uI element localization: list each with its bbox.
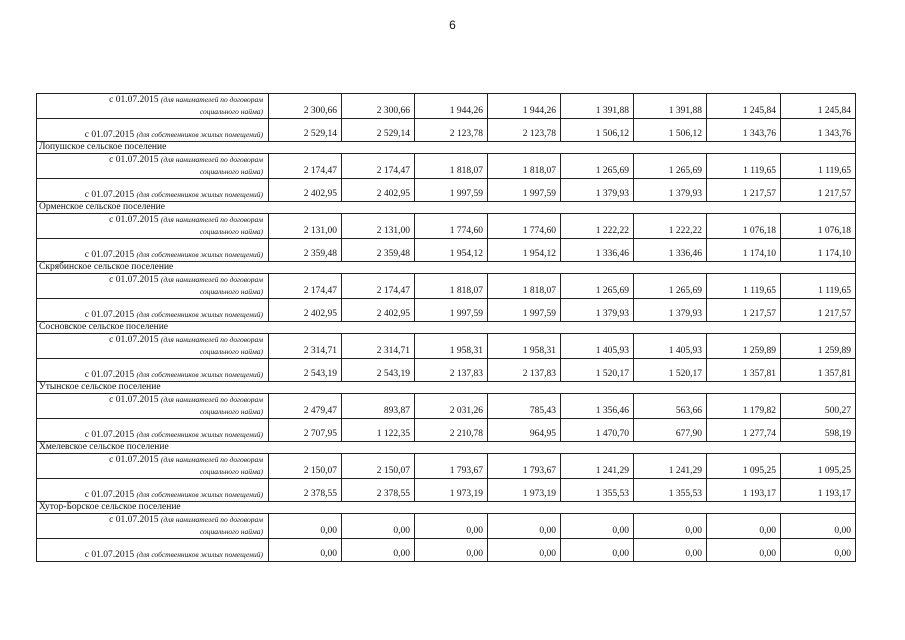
settlement-header-row (37, 262, 856, 274)
tariff-cell: 964,95 (488, 419, 561, 442)
row-label-tenants (37, 334, 269, 359)
date-text: с 01.07.2015 (109, 155, 159, 165)
tariff-cell: 1 265,69 (634, 274, 707, 299)
date-text: с 01.07.2015 (84, 310, 135, 320)
tariff-cell: 2 123,78 (488, 119, 561, 142)
tariff-cell: 1 259,89 (781, 334, 856, 359)
owners-row (37, 359, 856, 382)
tariff-cell: 1 774,60 (488, 214, 561, 239)
settlement-header-row (37, 382, 856, 394)
tariff-cell: 1 520,17 (634, 359, 707, 382)
table-body (37, 94, 856, 562)
tenants-row (37, 394, 856, 419)
tariff-cell: 598,19 (781, 419, 856, 442)
tariff-cell: 1 818,07 (488, 154, 561, 179)
tariff-cell: 1 119,65 (781, 274, 856, 299)
tariff-cell: 2 543,19 (342, 359, 415, 382)
tariff-cell: 1 405,93 (561, 334, 634, 359)
tariff-cell: 0,00 (269, 539, 342, 562)
settlement-name: Лопушское сельское поселение (37, 142, 856, 154)
tenants-row (37, 214, 856, 239)
tariff-cell: 1 355,53 (561, 479, 634, 502)
tariff-cell: 1 277,74 (707, 419, 781, 442)
tariff-cell: 2 479,47 (269, 394, 342, 419)
row-label-owners (37, 359, 269, 382)
owners-row (37, 239, 856, 262)
row-label-owners (37, 119, 269, 142)
row-label-owners (37, 539, 269, 562)
owners-note: (для собственников жилых помещений) (136, 250, 263, 259)
tariff-cell: 1 793,67 (488, 454, 561, 479)
row-label-tenants (37, 454, 269, 479)
tariff-cell: 2 123,78 (415, 119, 488, 142)
tenants-row (37, 334, 856, 359)
tariff-cell: 0,00 (634, 539, 707, 562)
tariff-cell: 893,87 (342, 394, 415, 419)
settlement-name: Сосновское сельское поселение (37, 322, 856, 334)
tenants-note-line1: (для нанимателей по договорам (160, 335, 263, 344)
tariff-table (36, 93, 856, 562)
tariff-cell: 1 357,81 (707, 359, 781, 382)
tariff-cell: 1 506,12 (561, 119, 634, 142)
tariff-cell: 2 402,95 (269, 179, 342, 202)
tariff-cell: 0,00 (342, 514, 415, 539)
owners-note: (для собственников жилых помещений) (136, 550, 263, 559)
tariff-cell: 2 314,71 (342, 334, 415, 359)
row-label-tenants (37, 94, 269, 119)
tenants-note-line1: (для нанимателей по договорам (160, 215, 263, 224)
tariff-cell: 0,00 (415, 514, 488, 539)
tenants-note-line2: социального найма) (199, 287, 263, 296)
tenants-note-line1: (для нанимателей по договорам (160, 95, 263, 104)
owners-note: (для собственников жилых помещений) (136, 430, 263, 439)
tariff-cell: 1 217,57 (707, 179, 781, 202)
settlement-name: Хмелевское сельское поселение (37, 442, 856, 454)
owners-row (37, 179, 856, 202)
tariff-cell: 1 405,93 (634, 334, 707, 359)
tariff-cell: 2 529,14 (269, 119, 342, 142)
owners-note: (для собственников жилых помещений) (136, 190, 263, 199)
tariff-cell: 1 379,93 (634, 299, 707, 322)
settlement-name: Скрябинское сельское поселение (37, 262, 856, 274)
tariff-cell: 2 131,00 (269, 214, 342, 239)
tariff-cell: 1 958,31 (488, 334, 561, 359)
row-label-tenants (37, 214, 269, 239)
tariff-cell: 0,00 (707, 514, 781, 539)
tariff-cell: 1 818,07 (415, 274, 488, 299)
tariff-cell: 1 122,35 (342, 419, 415, 442)
tariff-cell: 1 179,82 (707, 394, 781, 419)
page-number: 6 (449, 18, 456, 32)
tariff-cell: 2 359,48 (269, 239, 342, 262)
tariff-cell: 1 818,07 (488, 274, 561, 299)
tariff-cell: 2 137,83 (488, 359, 561, 382)
tariff-cell: 2 210,78 (415, 419, 488, 442)
tenants-row (37, 454, 856, 479)
date-text: с 01.07.2015 (84, 130, 135, 140)
tariff-cell: 1 379,93 (561, 179, 634, 202)
tariff-cell: 1 245,84 (707, 94, 781, 119)
tariff-cell: 1 119,65 (781, 154, 856, 179)
tenants-note-line2: социального найма) (199, 527, 263, 536)
settlement-header-row (37, 142, 856, 154)
owners-row (37, 539, 856, 562)
tariff-cell: 0,00 (269, 514, 342, 539)
row-label-tenants (37, 154, 269, 179)
tariff-cell: 2 378,55 (342, 479, 415, 502)
tariff-cell: 1 958,31 (415, 334, 488, 359)
tariff-cell: 1 379,93 (561, 299, 634, 322)
tariff-cell: 2 378,55 (269, 479, 342, 502)
tariff-cell: 1 774,60 (415, 214, 488, 239)
tariff-cell: 0,00 (634, 514, 707, 539)
tariff-cell: 0,00 (781, 539, 856, 562)
tariff-cell: 1 193,17 (707, 479, 781, 502)
owners-note: (для собственников жилых помещений) (136, 370, 263, 379)
tariff-cell: 2 314,71 (269, 334, 342, 359)
tariff-cell: 1 217,57 (781, 179, 856, 202)
tariff-cell: 2 300,66 (342, 94, 415, 119)
tariff-cell: 0,00 (781, 514, 856, 539)
row-label-owners (37, 299, 269, 322)
tariff-cell: 2 707,95 (269, 419, 342, 442)
tenants-note-line2: социального найма) (199, 467, 263, 476)
tariff-cell: 0,00 (415, 539, 488, 562)
tariff-cell: 785,43 (488, 394, 561, 419)
tariff-cell: 2 543,19 (269, 359, 342, 382)
tariff-cell: 1 265,69 (634, 154, 707, 179)
tariff-cell: 1 997,59 (488, 179, 561, 202)
tariff-cell: 1 954,12 (415, 239, 488, 262)
date-text: с 01.07.2015 (109, 215, 159, 225)
tariff-cell: 1 391,88 (634, 94, 707, 119)
settlement-header-row (37, 322, 856, 334)
tenants-note-line2: социального найма) (199, 347, 263, 356)
tariff-cell: 2 402,95 (342, 299, 415, 322)
tariff-cell: 2 402,95 (342, 179, 415, 202)
row-label-owners (37, 479, 269, 502)
tariff-cell: 1 944,26 (488, 94, 561, 119)
owners-note: (для собственников жилых помещений) (136, 310, 263, 319)
tariff-cell: 1 520,17 (561, 359, 634, 382)
tariff-cell: 2 174,47 (342, 274, 415, 299)
tariff-cell: 1 391,88 (561, 94, 634, 119)
row-label-owners (37, 419, 269, 442)
row-label-tenants (37, 274, 269, 299)
tariff-cell: 1 095,25 (781, 454, 856, 479)
tenants-note-line2: социального найма) (199, 167, 263, 176)
tenants-note-line2: социального найма) (199, 407, 263, 416)
date-text: с 01.07.2015 (109, 275, 159, 285)
date-text: с 01.07.2015 (109, 335, 159, 345)
tariff-cell: 1 217,57 (707, 299, 781, 322)
tariff-cell: 2 131,00 (342, 214, 415, 239)
tenants-note-line1: (для нанимателей по договорам (160, 395, 263, 404)
settlement-header-row (37, 202, 856, 214)
settlement-header-row (37, 502, 856, 514)
tariff-cell: 677,90 (634, 419, 707, 442)
tariff-cell: 1 470,70 (561, 419, 634, 442)
tariff-cell: 1 954,12 (488, 239, 561, 262)
row-label-owners (37, 239, 269, 262)
tariff-cell: 1 241,29 (634, 454, 707, 479)
tenants-row (37, 274, 856, 299)
date-text: с 01.07.2015 (84, 430, 135, 440)
date-text: с 01.07.2015 (109, 455, 159, 465)
tariff-cell: 1 095,25 (707, 454, 781, 479)
date-text: с 01.07.2015 (109, 515, 159, 525)
tariff-cell: 2 137,83 (415, 359, 488, 382)
tariff-cell: 1 174,10 (781, 239, 856, 262)
tariff-cell: 1 356,46 (561, 394, 634, 419)
tariff-cell: 1 076,18 (781, 214, 856, 239)
date-text: с 01.07.2015 (84, 370, 135, 380)
tariff-cell: 1 265,69 (561, 154, 634, 179)
tariff-cell: 1 336,46 (634, 239, 707, 262)
owners-row (37, 479, 856, 502)
settlement-name: Хутор-Борское сельское поселение (37, 502, 856, 514)
tariff-cell: 1 222,22 (634, 214, 707, 239)
tariff-cell: 0,00 (561, 539, 634, 562)
tariff-cell: 0,00 (342, 539, 415, 562)
tenants-note-line1: (для нанимателей по договорам (160, 155, 263, 164)
date-text: с 01.07.2015 (84, 490, 135, 500)
tariff-cell: 1 343,76 (707, 119, 781, 142)
tariff-cell: 0,00 (488, 539, 561, 562)
tenants-row (37, 514, 856, 539)
tariff-cell: 1 355,53 (634, 479, 707, 502)
tariff-cell: 1 343,76 (781, 119, 856, 142)
tariff-cell: 2 150,07 (342, 454, 415, 479)
settlement-name: Утынское сельское поселение (37, 382, 856, 394)
tariff-cell: 1 336,46 (561, 239, 634, 262)
tariff-cell: 0,00 (488, 514, 561, 539)
settlement-name: Орменское сельское поселение (37, 202, 856, 214)
tariff-cell: 0,00 (561, 514, 634, 539)
tenants-row (37, 94, 856, 119)
owners-note: (для собственников жилых помещений) (136, 130, 263, 139)
tariff-cell: 2 174,47 (269, 274, 342, 299)
tariff-cell: 2 174,47 (342, 154, 415, 179)
tariff-cell: 1 973,19 (415, 479, 488, 502)
tenants-note-line2: социального найма) (199, 107, 263, 116)
tariff-cell: 1 217,57 (781, 299, 856, 322)
row-label-owners (37, 179, 269, 202)
tariff-cell: 1 076,18 (707, 214, 781, 239)
tariff-cell: 1 245,84 (781, 94, 856, 119)
row-label-tenants (37, 514, 269, 539)
tariff-cell: 1 944,26 (415, 94, 488, 119)
tariff-cell: 1 241,29 (561, 454, 634, 479)
row-label-tenants (37, 394, 269, 419)
date-text: с 01.07.2015 (84, 250, 135, 260)
owners-row (37, 419, 856, 442)
tariff-cell: 1 793,67 (415, 454, 488, 479)
settlement-header-row (37, 442, 856, 454)
tariff-cell: 0,00 (707, 539, 781, 562)
date-text: с 01.07.2015 (84, 550, 135, 560)
date-text: с 01.07.2015 (109, 395, 159, 405)
tariff-cell: 1 259,89 (707, 334, 781, 359)
tariff-cell: 1 174,10 (707, 239, 781, 262)
tariff-cell: 1 222,22 (561, 214, 634, 239)
tenants-note-line1: (для нанимателей по договорам (160, 455, 263, 464)
owners-row (37, 119, 856, 142)
tariff-cell: 1 997,59 (415, 299, 488, 322)
tariff-cell: 563,66 (634, 394, 707, 419)
tariff-cell: 1 379,93 (634, 179, 707, 202)
tariff-cell: 1 997,59 (415, 179, 488, 202)
tariff-cell: 1 818,07 (415, 154, 488, 179)
tariff-cell: 2 031,26 (415, 394, 488, 419)
tariff-cell: 1 265,69 (561, 274, 634, 299)
tariff-cell: 1 357,81 (781, 359, 856, 382)
date-text: с 01.07.2015 (109, 95, 159, 105)
tariff-cell: 1 506,12 (634, 119, 707, 142)
owners-note: (для собственников жилых помещений) (136, 490, 263, 499)
tariff-cell: 1 193,17 (781, 479, 856, 502)
tariff-cell: 2 300,66 (269, 94, 342, 119)
tariff-cell: 1 119,65 (707, 154, 781, 179)
tariff-cell: 1 119,65 (707, 274, 781, 299)
tariff-cell: 2 174,47 (269, 154, 342, 179)
tenants-row (37, 154, 856, 179)
tariff-cell: 2 150,07 (269, 454, 342, 479)
tenants-note-line2: социального найма) (199, 227, 263, 236)
tariff-cell: 2 529,14 (342, 119, 415, 142)
tenants-note-line1: (для нанимателей по договорам (160, 515, 263, 524)
tariff-cell: 2 402,95 (269, 299, 342, 322)
tariff-cell: 1 997,59 (488, 299, 561, 322)
tariff-cell: 500,27 (781, 394, 856, 419)
tenants-note-line1: (для нанимателей по договорам (160, 275, 263, 284)
tariff-cell: 2 359,48 (342, 239, 415, 262)
owners-row (37, 299, 856, 322)
tariff-cell: 1 973,19 (488, 479, 561, 502)
date-text: с 01.07.2015 (84, 190, 135, 200)
